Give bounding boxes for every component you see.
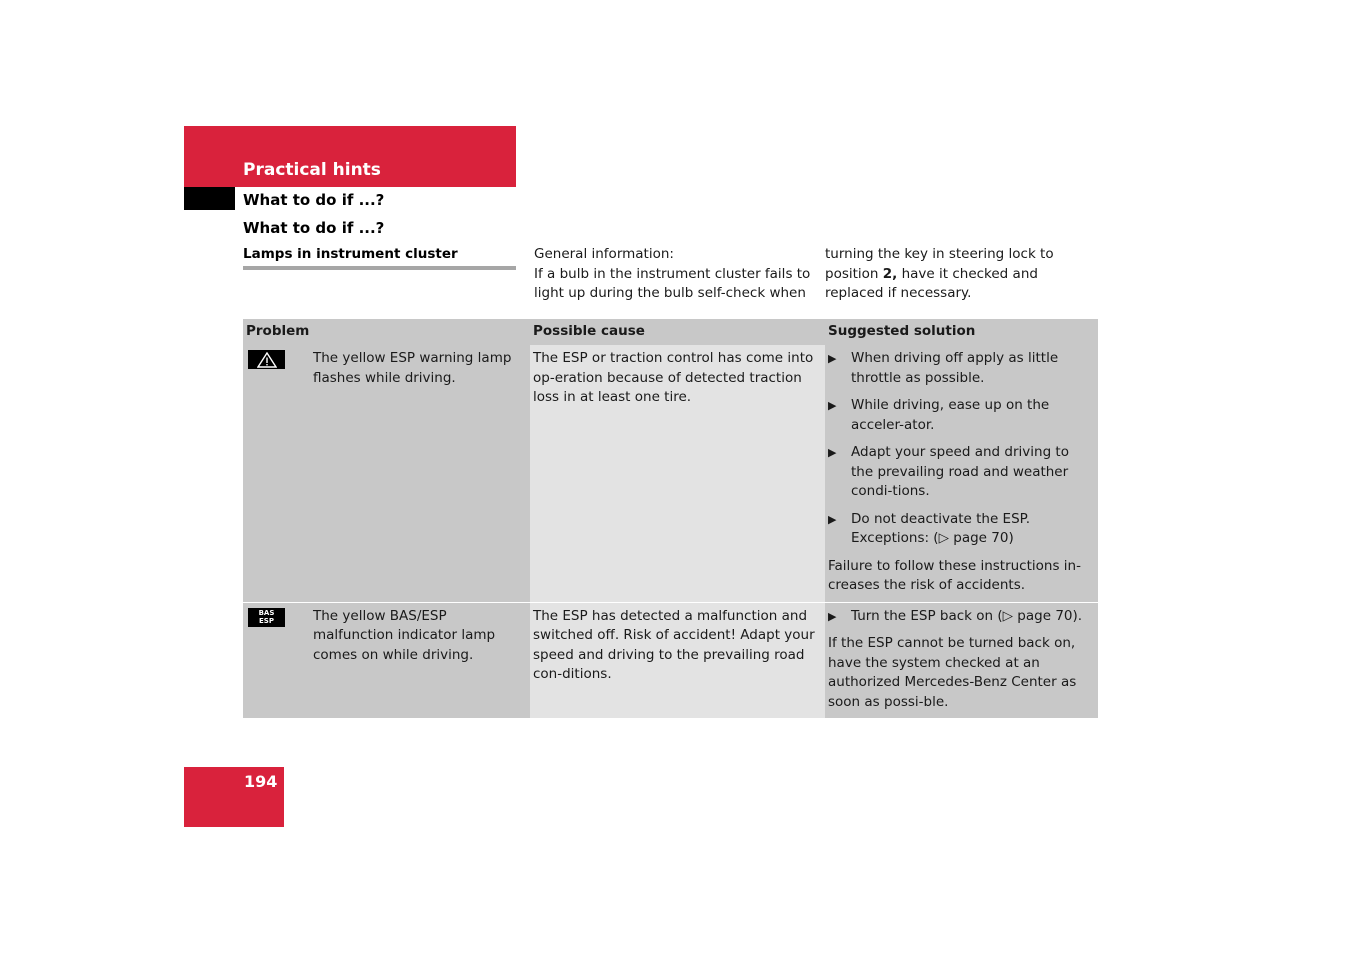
- sub-section-rule: [243, 266, 516, 270]
- solution-cell: [825, 602, 1098, 719]
- header-cause: Possible cause: [530, 319, 825, 345]
- chapter-title: Practical hints: [243, 160, 381, 180]
- intro-line: light up during the bulb self-check when: [534, 285, 806, 301]
- intro-text: have it checked and replaced if necessary.: [825, 265, 1038, 301]
- bullet-arrow-icon: ▶: [828, 512, 837, 526]
- warning-triangle-icon: [248, 350, 285, 369]
- subchapter-title: What to do if ...?: [243, 191, 385, 209]
- solution-note: If the ESP cannot be turned back on, have the system checked at an authorized Mercedes-Benz Center as soon as possi-ble.: [828, 635, 1077, 710]
- problem-text: The yellow BAS/ESP malfunction indicator lamp comes on while driving.: [313, 607, 496, 663]
- page-number: 194: [244, 772, 278, 791]
- solution-bullet: ▶ Adapt your speed and driving to the prevailing road and weather condi-tions.: [828, 443, 1095, 502]
- intro-bold-position: 2,: [882, 265, 898, 282]
- table-row: [243, 345, 1098, 602]
- header-solution: Suggested solution: [825, 319, 1098, 345]
- section-title: What to do if ...?: [243, 219, 385, 237]
- cause-cell: The ESP or traction control has come into op-eration because of detected traction loss in at least one tire.: [530, 345, 825, 602]
- bullet-arrow-icon: ▶: [828, 352, 837, 365]
- cause-cell: The ESP has detected a malfunction and switched off. Risk of accident! Adapt your speed and driving to the prevailing road con-ditions.: [530, 602, 825, 719]
- problem-table: [243, 319, 1098, 719]
- intro-text: turning the key in steering lock to position: [825, 246, 1054, 282]
- chapter-marker: [184, 187, 235, 210]
- solution-note: Failure to follow these instructions in-creases the risk of accidents.: [828, 557, 1081, 593]
- intro-line: If a bulb in the instrument cluster fails to: [534, 265, 811, 282]
- problem-cell: [243, 602, 530, 719]
- solution-bullet: ▶ Turn the ESP back on (▷ page 70).: [828, 607, 1095, 627]
- solution-bullet: ▶ When driving off apply as little throttle as possible.: [828, 349, 1095, 388]
- bullet-arrow-icon: ▶: [828, 446, 837, 459]
- bullet-arrow-icon: ▶: [828, 609, 837, 623]
- intro-column-1: [534, 245, 814, 304]
- solution-bullet: ▶ Do not deactivate the ESP. Exceptions: (▷ page 70): [828, 510, 1095, 549]
- problem-cell: [243, 345, 530, 602]
- header-problem: Problem: [243, 319, 530, 345]
- bullet-arrow-icon: ▶: [828, 399, 837, 412]
- problem-text: The yellow ESP warning lamp flashes while driving.: [313, 350, 512, 386]
- bas-esp-icon: BAS ESP: [248, 608, 285, 627]
- intro-line: General information:: [534, 246, 674, 262]
- intro-column-2: [825, 245, 1100, 304]
- solution-cell: [825, 345, 1098, 602]
- table-row: [243, 602, 1098, 719]
- sub-section-title: Lamps in instrument cluster: [243, 246, 458, 262]
- solution-bullet: ▶ While driving, ease up on the acceler-ator.: [828, 396, 1095, 435]
- table-header-row: [243, 319, 1098, 345]
